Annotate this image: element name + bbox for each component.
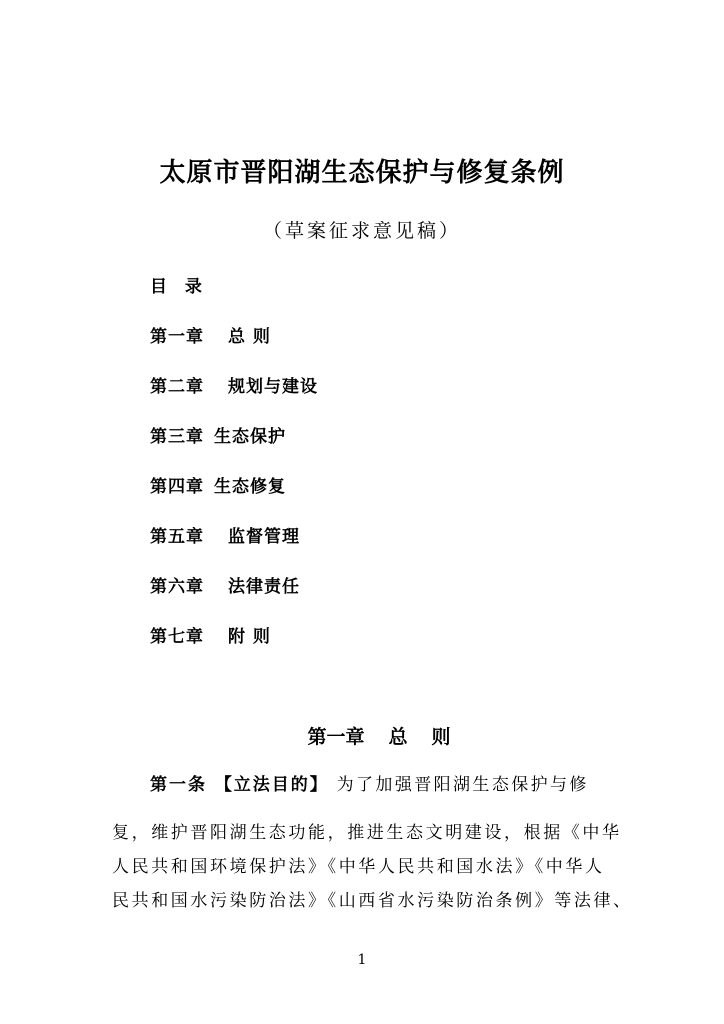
toc-name: 生态修复 bbox=[214, 477, 286, 497]
page-number: 1 bbox=[357, 952, 367, 968]
toc-chapter: 第七章 bbox=[150, 627, 204, 647]
toc-name: 监督管理 bbox=[228, 527, 300, 547]
article-heading: 【立法目的】 bbox=[214, 775, 329, 795]
toc-item bbox=[150, 322, 271, 347]
chapter-heading bbox=[0, 722, 724, 749]
toc-name: 附 则 bbox=[228, 627, 271, 647]
chapter-number: 第一章 bbox=[307, 726, 365, 748]
toc-item bbox=[150, 422, 286, 447]
toc-chapter: 第二章 bbox=[150, 377, 204, 397]
toc-name: 总 则 bbox=[228, 327, 271, 347]
toc-chapter: 第一章 bbox=[150, 327, 204, 347]
article-line: 民共和国水污染防治法》《山西省水污染防治条例》等法律、 bbox=[112, 891, 633, 911]
toc-item bbox=[150, 572, 300, 597]
toc-item bbox=[150, 622, 271, 647]
article-line bbox=[150, 770, 589, 795]
chapter-name: 总 bbox=[388, 726, 408, 748]
toc-item bbox=[150, 472, 286, 497]
toc-chapter: 第五章 bbox=[150, 527, 204, 547]
article-line: 复，维护晋阳湖生态功能，推进生态文明建设，根据《中华 bbox=[112, 823, 622, 843]
toc-chapter: 第六章 bbox=[150, 577, 204, 597]
document-title: 太原市晋阳湖生态保护与修复条例 bbox=[159, 158, 565, 188]
toc-chapter: 第三章 bbox=[150, 427, 204, 447]
toc-item bbox=[150, 372, 318, 397]
article-text: 为了加强晋阳湖生态保护与修 bbox=[336, 775, 589, 795]
document-subtitle: （草案征求意见稿） bbox=[262, 220, 461, 242]
toc-chapter: 第四章 bbox=[150, 477, 204, 497]
toc-item bbox=[150, 522, 300, 547]
chapter-name-2: 则 bbox=[431, 726, 451, 748]
article-number: 第一条 bbox=[150, 775, 207, 795]
toc-name: 规划与建设 bbox=[228, 377, 318, 397]
article-line: 人民共和国环境保护法》《中华人民共和国水法》《中华人 bbox=[112, 857, 605, 877]
toc-name: 法律责任 bbox=[228, 577, 300, 597]
toc-heading: 目 录 bbox=[150, 277, 208, 297]
toc-name: 生态保护 bbox=[214, 427, 286, 447]
